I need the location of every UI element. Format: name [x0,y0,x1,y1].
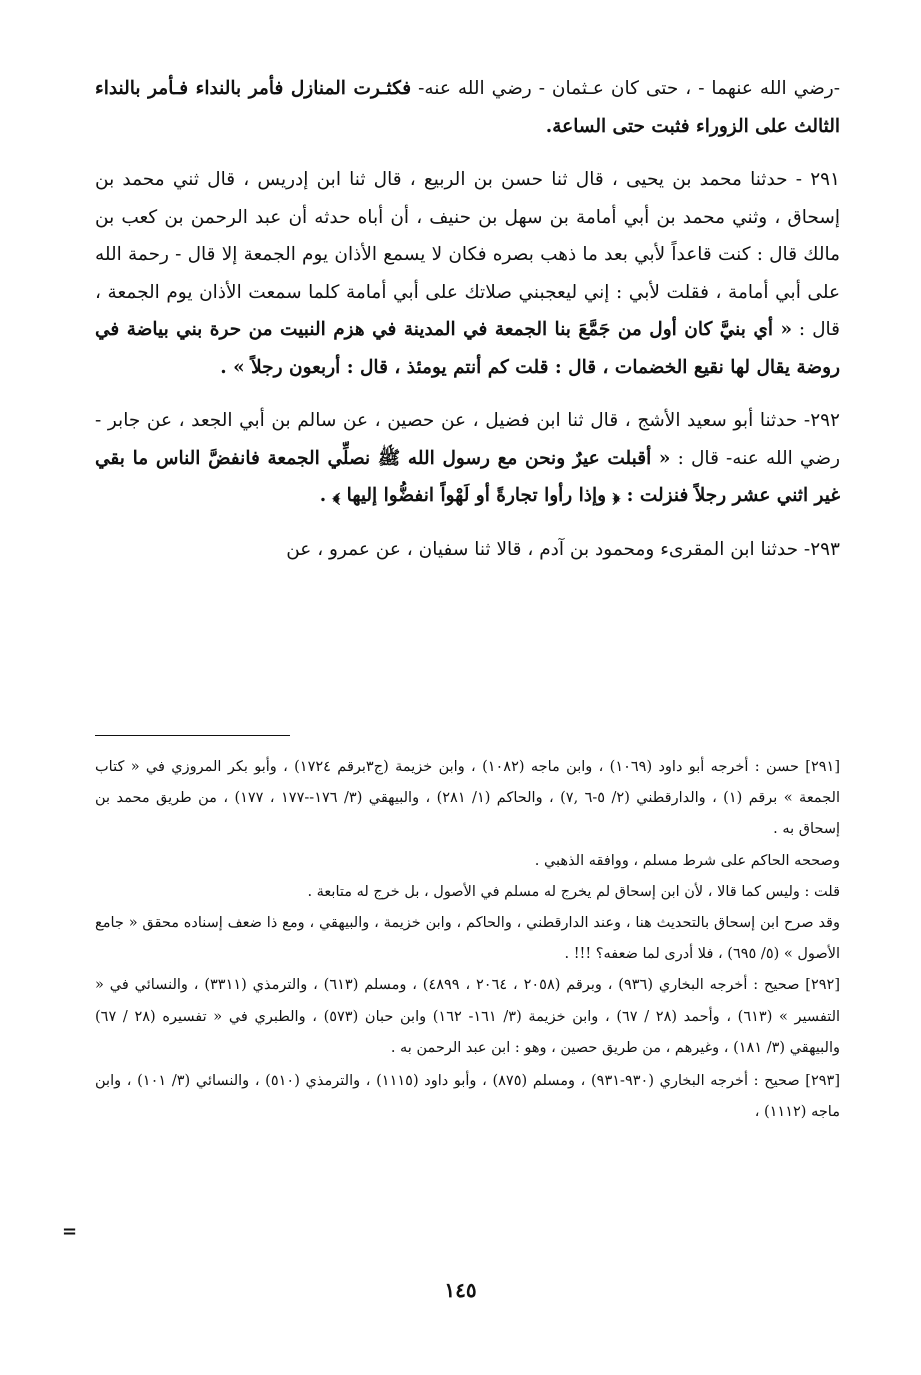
hadith-291 [95,161,840,386]
hadith-292 [95,402,840,515]
hadith-293-isnad: ٢٩٣- حدثنا ابن المقرىء ومحمود بن آدم ، قالا ثنا سفيان ، عن عمرو ، عن [286,538,840,560]
hadith-291-isnad: ٢٩١ - حدثنا محمد بن يحيى ، قال ثنا حسن بن الربيع ، قال ثنا ابن إدريس ، قال ثني محمد بن إسحاق ، وثني محمد بن أبي أمامة بن سهل بن حنيف ، أن أباه حدثه أن عبد الرحمن بن كعب بن مالك قال : كنت قاعداً لأبي بعد ما ذهب بصره فكان لا يسمع الأذان يوم الجمعة إلا قال - رحمة الله على أبي أمامة ، فقلت لأبي : إني ليعجبني صلاتك على أبي أمامة كلما سمعت الأذان يوم الجمعة ، قال : [95,169,840,340]
footnotes [95,752,840,1128]
main-text [95,70,840,584]
footnote-291-comment-cont: وقد صرح ابن إسحاق بالتحديث هنا ، وعند الدارقطني ، والحاكم ، وابن خزيمة ، والبيهقي ، ومع ذا ضعف إسناده محقق « جامع الأصول » (٥/ ٦٩٥) ، فلا أدرى لما ضعفه؟ !!! . [95,915,840,963]
hadith-292-isnad: ٢٩٢- حدثنا أبو سعيد الأشج ، قال ثنا ابن فضيل ، عن حصين ، عن سالم بن أبي الجعد ، عن جابر - رضي الله عنه- قال : [95,410,840,469]
footnote-291-note: وصححه الحاكم على شرط مسلم ، ووافقه الذهبي . [534,852,840,869]
page-number: ١٤٥ [444,1278,477,1302]
footnote-292: [٢٩٢] صحيح : أخرجه البخاري (٩٣٦) ، وبرقم (٢٠٥٨ ، ٢٠٦٤ ، ٤٨٩٩) ، ومسلم (٦١٣) ، والترمذي (٣٣١١) ، والنسائي في « التفسير » (٦١٣) ، وأحمد (٢٨ / ٦٧) ، وابن خزيمة (٣/ ١٦١- ١٦٢) وابن حبان (٥٧٣) ، والطبري في « تفسيره (٢٨ / ٦٧) والبيهقي (٣/ ١٨١) ، وغيرهم ، من طريق حصين ، وهو : ابن عبد الرحمن به . [95,977,841,1056]
hadith-291-matn: « أي بنيَّ كان أول من جَمَّعَ بنا الجمعة في المدينة في هزم النبيت من حرة بني بياضة في روضة يقال لها نقيع الخضمات ، قال : قلت كم أنتم يومئذ ، قال : أربعون رجلاً » . [95,319,840,378]
footnote-291-comment: قلت : وليس كما قالا ، لأن ابن إسحاق لم يخرج له مسلم في الأصول ، بل خرج له متابعة . [307,883,840,900]
hadith-293 [95,531,840,569]
footnote-divider [95,735,290,736]
footnote-291: [٢٩١] حسن : أخرجه أبو داود (١٠٦٩) ، وابن ماجه (١٠٨٢) ، وابن خزيمة (ج٣برقم ١٧٢٤) ، وأبو بكر المروزي في « كتاب الجمعة » برقم (١) ، والدارقطني (٢/ ٥-٦ ,٧) ، والحاكم (١/ ٢٨١) ، والبيهقي (٣/ ١٧٦--١٧٧ ، ١٧٧) ، من طريق محمد بن إسحاق به . [95,759,841,838]
footnote-293: [٢٩٣] صحيح : أخرجه البخاري (٩٣٠-٩٣١) ، ومسلم (٨٧٥) ، وأبو داود (١١١٥) ، والترمذي (٥١٠) ، والنسائي (٣/ ١٠١) ، وابن ماجه (١١١٢) ، [95,1073,841,1121]
continuation-bold-text: فكثـرت المنازل فأمر بالنداء فـأمر بالنداء الثالث على الزوراء فثبت حتى الساعة. [95,78,840,137]
paragraph-continuation [95,70,840,145]
continuation-mark: = [62,1221,78,1242]
hadith-292-matn: « أقبلت عيرٌ ونحن مع رسول الله ﷺ نصلِّي الجمعة فانفضَّ الناس ما بقي غير اثني عشر رجلاً فنزلت : ﴿ وإذا رأوا تجارةً أو لَهْواً انفضُّوا إليها ﴾ . [95,447,840,506]
continuation-text: -رضي الله عنهما - ، حتى كان عـثمان - رضي الله عنه- [411,78,840,99]
